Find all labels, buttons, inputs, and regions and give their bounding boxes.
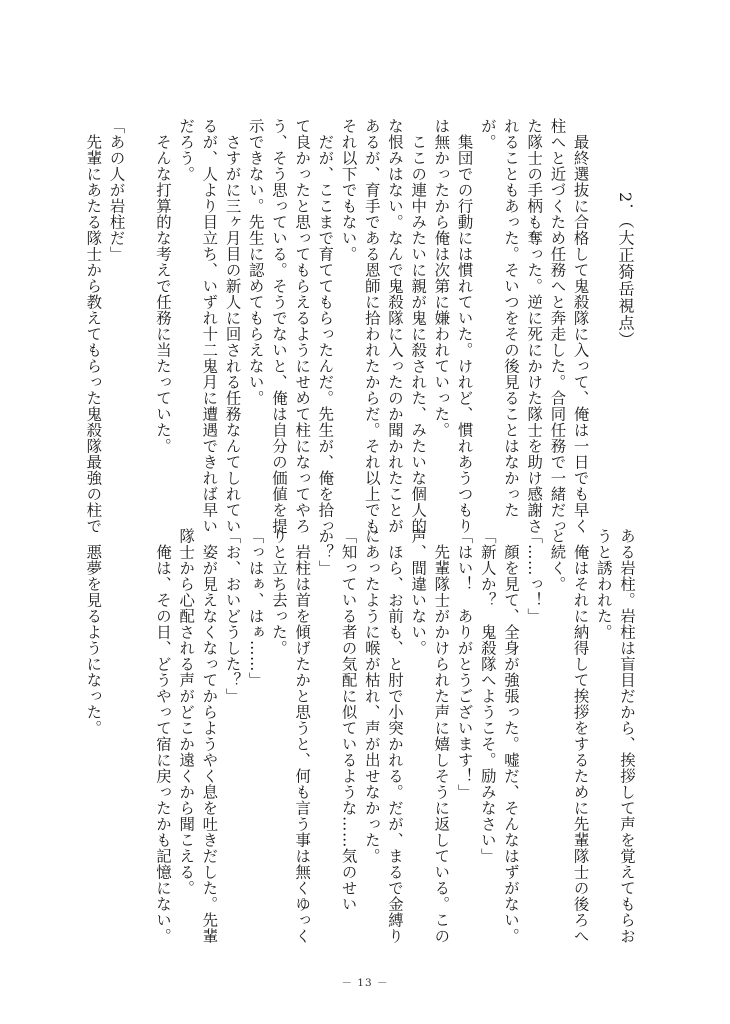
text-line: だろう。 bbox=[177, 118, 196, 182]
text-line: は無かったから俺は次第に嫌われていった。 bbox=[432, 118, 451, 438]
text-line: 声、間違いない。 bbox=[409, 528, 428, 656]
text-line: りと立ち去った。 bbox=[269, 528, 288, 656]
text-line: 姿が見えなくなってからようやく息を吐きだした。先輩 bbox=[200, 528, 219, 944]
text-line bbox=[592, 118, 615, 513]
text-line: だが、ここまで育ててもらったんだ。先生が、俺を拾っ bbox=[316, 118, 335, 534]
text-line: と続く。 bbox=[548, 528, 567, 592]
text-line: 岩柱は首を傾げたかと思うと、何も言う事は無くゆっく bbox=[293, 528, 312, 944]
text-line: 顔を見て、全身が強張った。嘘だ、そんなはずがない。 bbox=[501, 528, 520, 944]
text-line: ある岩柱。岩柱は盲目だから、挨拶して声を覚えてもらお bbox=[618, 528, 636, 944]
text-line: 「新人か？ 鬼殺隊へようこそ。励みなさい」 bbox=[478, 528, 497, 864]
text-line: 先輩にあたる隊士から教えてもらった鬼殺隊最強の柱で bbox=[84, 118, 103, 534]
text-line: 「……っ！」 bbox=[525, 528, 544, 624]
text-line: 俺はそれに納得して挨拶をするために先輩隊士の後ろへ bbox=[571, 528, 590, 944]
text-line bbox=[104, 528, 127, 928]
text-line: が。 bbox=[478, 118, 497, 150]
text-line: 先輩隊士がかけられた声に嬉しそうに返している。この bbox=[432, 528, 451, 944]
text-line: るが、人より目立ち、いずれ十二鬼月に遭遇できれば早い bbox=[200, 118, 219, 534]
text-line: て良かったと思ってもらえるようにせめて柱になってやろ bbox=[293, 118, 312, 534]
text-line: れることもあった。そいつをその後見ることはなかった bbox=[501, 118, 520, 518]
text-line: 柱へと近づくため任務へと奔走した。合同任務で一緒だっ bbox=[548, 118, 567, 534]
text-line: な恨みはない。なんで鬼殺隊に入ったのか聞かれたことが bbox=[385, 118, 404, 534]
text-line: 「あの人が岩柱だ」 bbox=[107, 118, 126, 262]
section-heading: 2．（大正猗岳視点） bbox=[616, 192, 635, 349]
text-line: 「っはぁ、はぁ……」 bbox=[246, 528, 265, 688]
text-line bbox=[128, 118, 151, 513]
text-line: にあったように喉が枯れ、声が出せなかった。 bbox=[362, 528, 381, 864]
text-line: あるが、育手である恩師に拾われたからだ。それ以上でも bbox=[362, 118, 381, 534]
text-line: う、そう思っている。そうでないと、俺は自分の価値を提 bbox=[269, 118, 288, 534]
text-line: 「お、おいどうした？」 bbox=[223, 528, 242, 704]
text-line: さすがに三ヶ月目の新人に回される任務なんてしれてい bbox=[223, 118, 242, 534]
text-line: それ以下でもない。 bbox=[339, 118, 358, 262]
text-line: 悪夢を見るようになった。 bbox=[84, 528, 103, 736]
text-line: ここの連中みたいに親が鬼に殺された、みたいな個人的 bbox=[409, 118, 428, 534]
text-line: そんな打算的な考えで任務に当たっていた。 bbox=[153, 118, 172, 454]
lower-text-column bbox=[81, 528, 638, 944]
text-line: うと誘われた。 bbox=[594, 528, 613, 640]
text-line: 最終選抜に合格して鬼殺隊に入って、俺は一日でも早く bbox=[571, 118, 590, 534]
text-line: 示できない。先生に認めてもらえない。 bbox=[246, 118, 265, 406]
upper-text-column bbox=[81, 118, 638, 534]
text-line: か？」 bbox=[316, 528, 335, 576]
text-line: 隊士から心配される声がどこか遠くから聞こえる。 bbox=[177, 528, 196, 896]
text-line: ほら、お前も、と肘で小突かれる。だが、まるで金縛り bbox=[385, 528, 404, 944]
text-line: 俺は、その日、どうやって宿に戻ったかも記憶にない。 bbox=[153, 528, 172, 944]
text-line: 集団での行動には慣れていた。けれど、慣れあうつもり bbox=[455, 118, 474, 534]
text-line: た隊士の手柄も奪った。逆に死にかけた隊士を助け感謝さ bbox=[525, 118, 544, 534]
text-line: 「はい！ ありがとうございます！」 bbox=[455, 528, 474, 800]
page-number: － 13 － bbox=[341, 977, 389, 989]
text-line: 「知っている者の気配に似ているような……気のせい bbox=[339, 528, 358, 912]
text-line bbox=[128, 528, 151, 928]
text-line bbox=[615, 118, 638, 513]
